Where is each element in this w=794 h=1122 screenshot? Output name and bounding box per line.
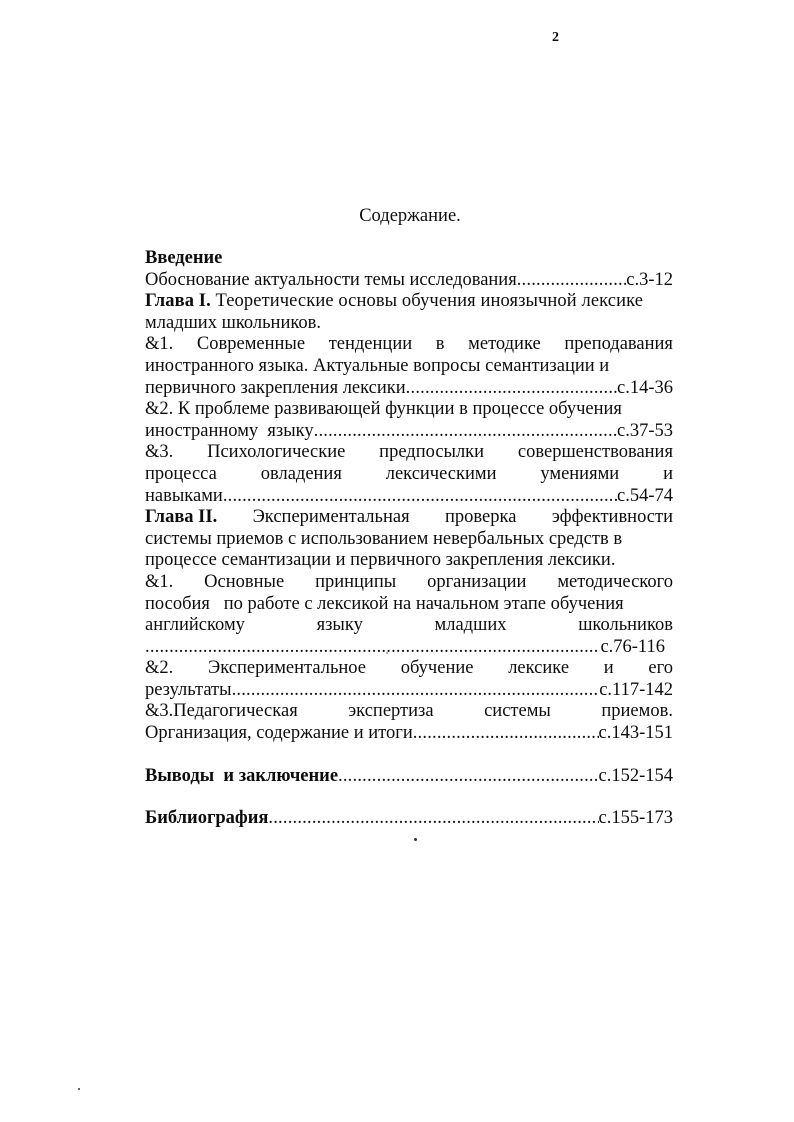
word: и — [603, 658, 614, 679]
chapter1-title: Теоретические основы обучения иноязычной лексике — [215, 291, 644, 312]
chapter1-label: Глава I. — [145, 291, 211, 312]
intro-heading: Введение — [145, 248, 223, 268]
spacer — [145, 787, 673, 808]
word: &3.Педагогическая — [145, 701, 298, 722]
toc-entry-ch2-s2 — [145, 680, 673, 702]
toc-entry-label: Обоснование актуальности темы исследования — [145, 269, 517, 290]
ch2-s1-line3 — [145, 615, 673, 637]
chapter1-heading — [145, 291, 673, 313]
toc-entry-page: с.3-12 — [626, 269, 673, 290]
scan-speck — [386, 652, 388, 654]
word: совершенствования — [517, 442, 673, 463]
page-title: Содержание. — [359, 206, 461, 226]
word: его — [648, 658, 673, 679]
toc-entry-label: Организация, содержание и итоги — [145, 723, 413, 744]
word: преподавания — [564, 334, 673, 355]
ch1-s1-line1 — [145, 334, 673, 356]
word: методике — [468, 334, 541, 355]
toc-entry-ch1-s2 — [145, 421, 673, 443]
toc-entry-ch2-s1 — [145, 637, 665, 659]
dot-leader — [314, 421, 617, 443]
spacer — [145, 745, 673, 766]
toc-entry-page: с.54-74 — [617, 485, 673, 506]
table-of-contents — [145, 248, 673, 830]
toc-entry-page: с.152-154 — [598, 765, 673, 786]
toc-entry-page: с.155-173 — [598, 808, 673, 829]
toc-entry-label: иностранному языку — [145, 420, 314, 441]
toc-entry-ch1-s1 — [145, 378, 673, 400]
chapter2-label: Глава II. — [145, 507, 218, 528]
word: Современные — [196, 334, 306, 355]
toc-entry-label: первичного закрепления лексики — [145, 377, 406, 398]
toc-entry-page: с.76-116 — [600, 636, 665, 657]
dot-leader — [413, 723, 599, 745]
word: проверка — [445, 507, 517, 528]
word: Психологические — [207, 442, 346, 463]
word: Экспериментальное — [208, 658, 366, 679]
word: школьников — [578, 615, 673, 636]
toc-entry-conclusions — [145, 766, 673, 788]
dot-leader — [223, 486, 617, 508]
toc-entry-ch2-s3 — [145, 723, 673, 745]
toc-entry-page: с.14-36 — [617, 377, 673, 398]
ch1-s3-line1 — [145, 442, 673, 464]
dot-leader — [268, 808, 598, 830]
word: принципы — [315, 571, 397, 592]
scan-speck — [78, 1088, 80, 1090]
word: языку — [316, 615, 363, 636]
toc-entry-intro — [145, 270, 673, 292]
word: &1. — [145, 571, 174, 592]
ch2-s2-line1 — [145, 658, 673, 680]
word: экспертиза — [348, 701, 434, 722]
dot-leader — [406, 378, 617, 400]
word: Экспериментальная — [252, 507, 410, 528]
page-number: 2 — [552, 30, 559, 45]
word: в — [435, 334, 445, 355]
toc-entry-page: с.37-53 — [617, 420, 673, 441]
dot-leader — [338, 766, 598, 788]
word: приемов. — [601, 701, 673, 722]
word: лексическими — [385, 463, 497, 484]
dot-leader — [232, 680, 600, 702]
chapter2-title-line3: процессе семантизации и первичного закрепления лексики. — [145, 550, 616, 571]
scan-speck — [414, 838, 417, 841]
dot-leader — [145, 637, 600, 659]
toc-entry-page: с.117-142 — [599, 679, 673, 700]
toc-entry-label: навыками — [145, 485, 223, 506]
toc-entry-label: Библиография — [145, 808, 269, 829]
word: тенденции — [328, 334, 413, 355]
chapter2-title-line2: системы приемов с использованием невербальных средств в — [145, 528, 623, 549]
word: предпосылки — [379, 442, 485, 463]
word: &1. — [145, 334, 174, 355]
toc-entry-bibliography — [145, 808, 673, 830]
word: обучение — [400, 658, 474, 679]
word: английскому — [145, 615, 245, 636]
toc-entry-label: Выводы и заключение — [145, 765, 339, 786]
dot-leader — [517, 270, 627, 292]
ch1-s3-line2 — [145, 464, 673, 486]
word: системы — [484, 701, 551, 722]
word: эффективности — [551, 507, 673, 528]
word: младших — [434, 615, 507, 636]
chapter1-title-line2: младших школьников. — [145, 312, 322, 333]
toc-entry-label: результаты — [145, 679, 232, 700]
ch1-s1-line2: иностранного языка. Актуальные вопросы семантизации и — [145, 355, 610, 376]
toc-entry-ch1-s3 — [145, 486, 673, 508]
word: умениями — [540, 463, 620, 484]
word: Основные — [204, 571, 285, 592]
word: овладения — [260, 463, 342, 484]
ch2-s1-line1 — [145, 572, 673, 594]
ch1-s2-line1: &2. К проблеме развивающей функции в процессе обучения — [145, 399, 622, 420]
toc-entry-page: с.143-151 — [598, 723, 673, 744]
word: &3. — [145, 442, 174, 463]
ch2-s3-line1 — [145, 701, 673, 723]
word: &2. — [145, 658, 174, 679]
word: организации — [427, 571, 527, 592]
word: и — [663, 463, 673, 484]
chapter2-heading — [145, 507, 673, 529]
word: методического — [557, 571, 673, 592]
word: лексике — [508, 658, 570, 679]
ch2-s1-line2: пособия по работе с лексикой на начальном этапе обучения — [145, 593, 624, 614]
word: процесса — [145, 463, 217, 484]
